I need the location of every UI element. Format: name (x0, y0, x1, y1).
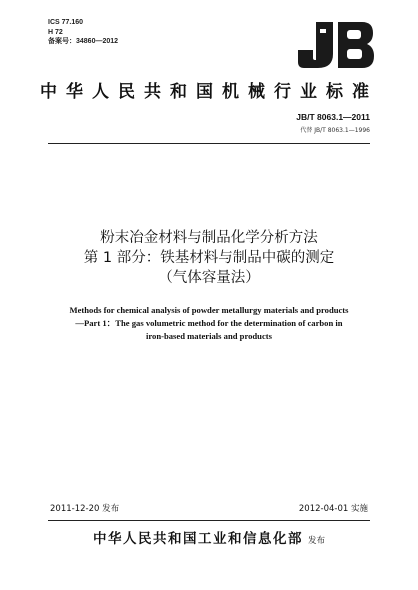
publisher-line (0, 527, 418, 547)
classification-block (48, 18, 118, 47)
jb-logo-letter-j (298, 22, 333, 68)
english-title-line-3: iron-based materials and products (146, 331, 272, 341)
issue-date: 2011-12-20 发布 (50, 504, 120, 514)
ics-code: ICS 77.160 (48, 19, 84, 26)
standard-category-name: 中华人民共和国机械行业标准 (40, 82, 378, 102)
publisher-action: 发布 (307, 536, 325, 546)
chinese-title-line-2: 第 1 部分：铁基材料与制品中碳的测定 (83, 250, 335, 266)
english-title-line-1: Methods for chemical analysis of powder metallurgy materials and products (69, 305, 349, 315)
standard-number: JB/T 8063.1—2011 (296, 112, 370, 122)
chinese-title-line-1: 粉末冶金材料与制品化学分析方法 (100, 230, 318, 246)
replaces-note: 代替 JB/T 8063.1—1996 (300, 127, 370, 134)
chinese-title-line-3: （气体容量法） (158, 270, 260, 286)
top-divider (48, 143, 370, 144)
bottom-divider (48, 520, 370, 521)
english-title-line-2: —Part 1：The gas volumetric method for the determination of carbon in (75, 318, 343, 328)
english-title (20, 304, 398, 343)
jb-logo (296, 20, 376, 70)
standard-number-block (296, 112, 370, 134)
implementation-date: 2012-04-01 实施 (298, 504, 368, 514)
publisher-organization: 中华人民共和国工业和信息化部 (92, 531, 303, 547)
chinese-title (0, 228, 418, 288)
record-number: 备案号：34860—2012 (48, 38, 119, 45)
classification-code: H 72 (48, 28, 63, 36)
jb-logo-letter-b (338, 22, 374, 68)
